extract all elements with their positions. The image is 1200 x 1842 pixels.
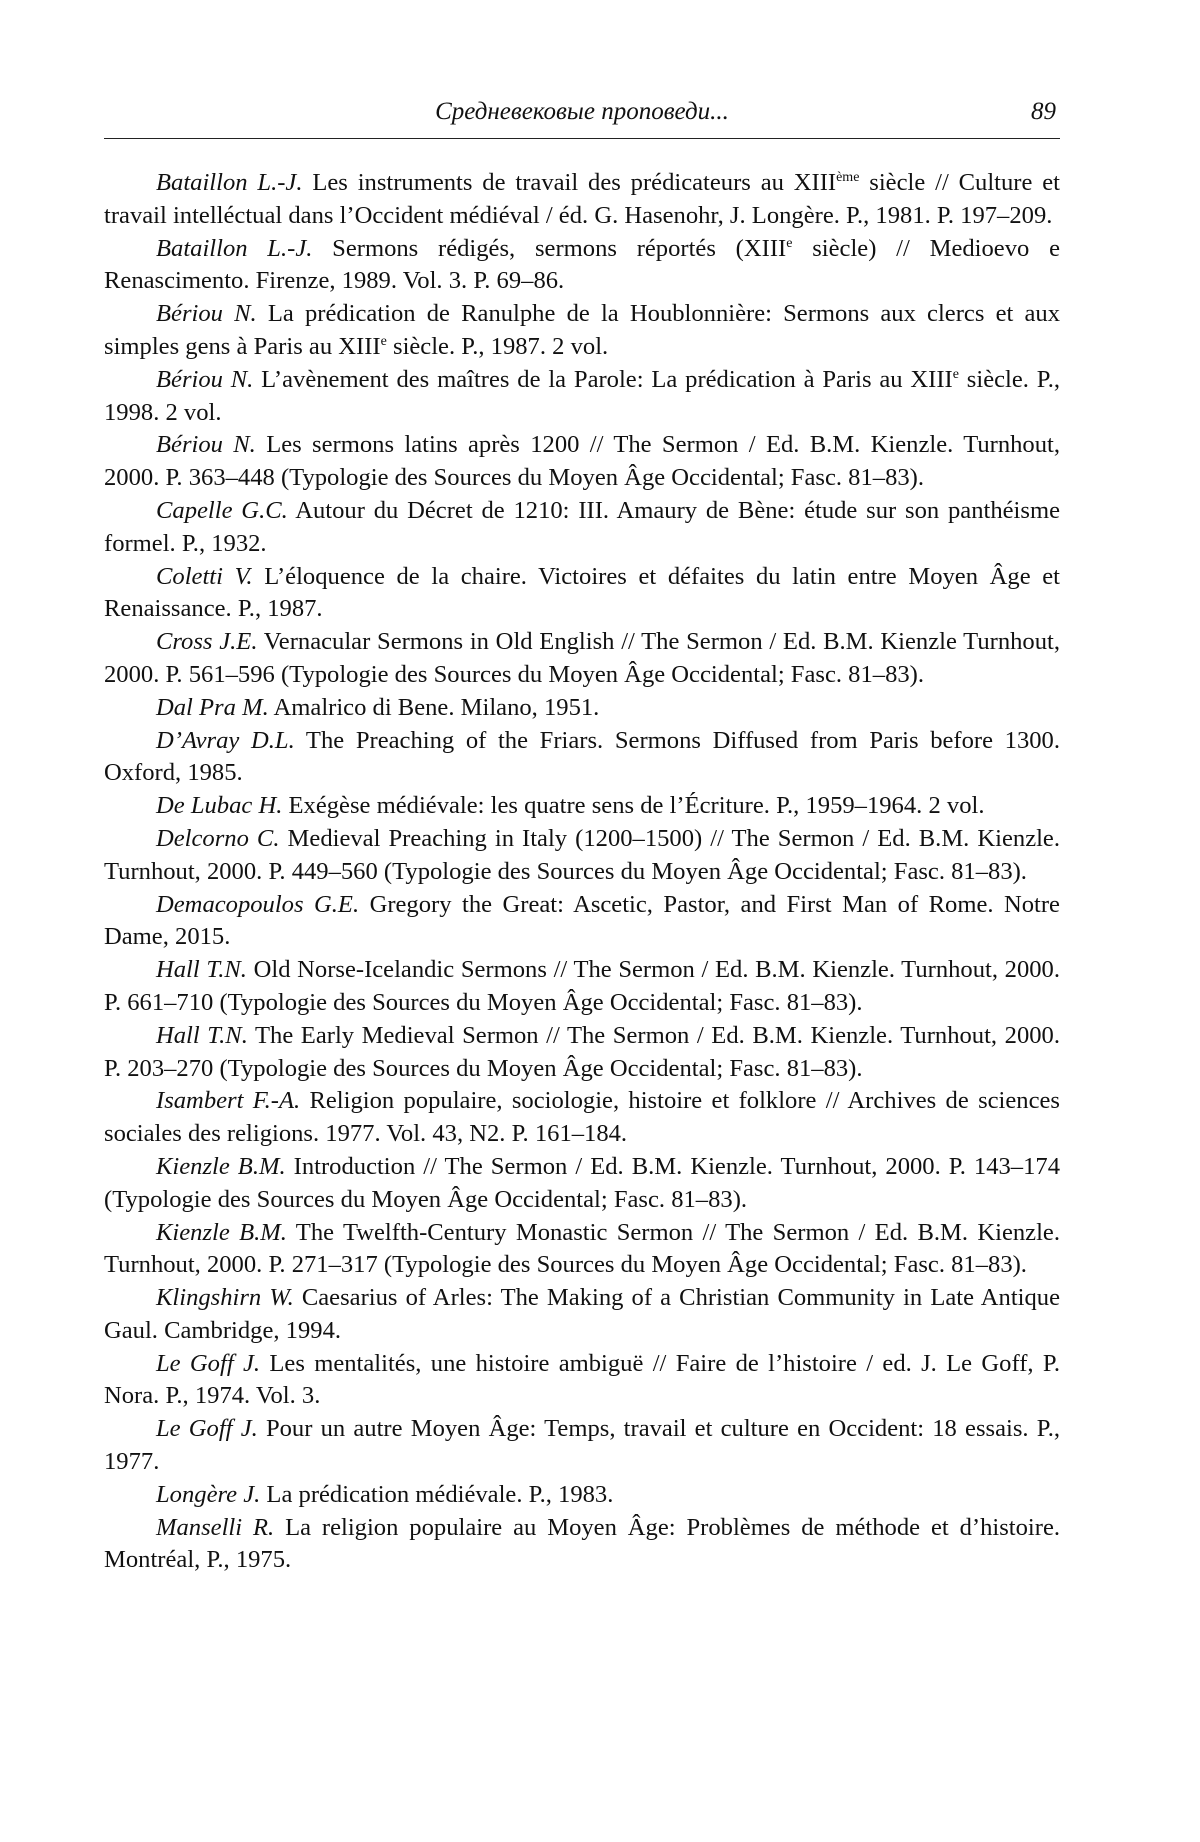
entry-text: The Twelfth-Century Monastic Sermon // The Sermon / Ed. B.M. Kienzle. Turnhout, 2000. P. 271–317 (Typologie des Sources du Moyen Âge Occidental; Fasc. 81–83). <box>104 1218 1060 1279</box>
entry-author: Demacopoulos G.E. <box>156 890 360 918</box>
bibliography-entry <box>104 1151 1060 1217</box>
bibliography-entry <box>104 692 1060 725</box>
entry-text: Les sermons latins après 1200 // The Sermon / Ed. B.M. Kienzle. Turnhout, 2000. P. 363–448 (Typologie des Sources du Moyen Âge Occidental; Fasc. 81–83). <box>104 431 1061 492</box>
entry-text: Introduction // The Sermon / Ed. B.M. Kienzle. Turnhout, 2000. P. 143–174 (Typologie des Sources du Moyen Âge Occidental; Fasc. 81–83). <box>104 1152 1060 1213</box>
bibliography-entry <box>104 1020 1060 1086</box>
bibliography-entry <box>104 1282 1060 1348</box>
bibliography-list <box>104 167 1060 1577</box>
bibliography-entry <box>104 823 1060 889</box>
entry-author: Bataillon L.-J. <box>156 169 303 196</box>
entry-author: Klingshirn W. <box>156 1284 294 1312</box>
entry-text: Pour un autre Moyen Âge: Temps, travail et culture en Occident: 18 essais. P., 1977. <box>104 1415 1061 1476</box>
entry-author: D’Avray D.L. <box>156 726 295 754</box>
entry-author: Le Goff J. <box>156 1349 261 1377</box>
entry-superscript: ème <box>836 170 860 185</box>
bibliography-entry <box>104 1512 1060 1578</box>
entry-author: Hall T.N. <box>156 1021 248 1049</box>
entry-author: Kienzle B.M. <box>156 1152 286 1180</box>
entry-author: Kienzle B.M. <box>156 1218 287 1246</box>
page-number: 89 <box>1031 98 1056 125</box>
entry-text-continued: siècle) // Medioevo e Renascimento. Firenze, 1989. Vol. 3. P. 69–86. <box>104 234 1060 295</box>
entry-text: L’éloquence de la chaire. Victoires et défaites du latin entre Moyen Âge et Renaissance. P., 1987. <box>104 562 1060 623</box>
document-page <box>104 96 1060 1577</box>
entry-text: La prédication de Ranulphe de la Houblonnière: Sermons aux clercs et aux simples gens à Paris au XIII <box>104 300 1060 360</box>
entry-superscript: e <box>380 333 387 349</box>
entry-text: Caesarius of Arles: The Making of a Christian Community in Late Antique Gaul. Cambridge, 1994. <box>104 1284 1060 1344</box>
entry-text: Old Norse-Icelandic Sermons // The Sermon / Ed. B.M. Kienzle. Turnhout, 2000. P. 661–710 (Typologie des Sources du Moyen Âge Occidental; Fasc. 81–83). <box>104 956 1060 1016</box>
entry-text: Religion populaire, sociologie, histoire et folklore // Archives de sciences sociales des religions. 1977. Vol. 43, N2. P. 161–184. <box>104 1087 1061 1148</box>
entry-author: Hall T.N. <box>156 956 247 984</box>
entry-author: Bataillon L.-J. <box>156 234 313 262</box>
entry-author: De Lubac H. <box>156 792 283 820</box>
entry-author: Coletti V. <box>156 562 253 590</box>
bibliography-entry <box>104 790 1060 823</box>
entry-text: La religion populaire au Moyen Âge: Problèmes de méthode et d’histoire. Montréal, P., 1975. <box>104 1513 1061 1574</box>
bibliography-entry <box>104 1348 1060 1414</box>
entry-author: Bériou N. <box>156 431 256 459</box>
entry-text: Vernacular Sermons in Old English // The Sermon / Ed. B.M. Kienzle Turnhout, 2000. P. 561–596 (Typologie des Sources du Moyen Âge Occidental; Fasc. 81–83). <box>104 628 1060 688</box>
entry-author: Cross J.E. <box>156 628 258 656</box>
bibliography-entry <box>104 298 1060 364</box>
bibliography-entry <box>104 1413 1060 1479</box>
entry-text: Sermons rédigés, sermons réportés (XIII <box>312 234 787 262</box>
running-head <box>104 96 1060 139</box>
entry-superscript: e <box>786 235 793 251</box>
entry-author: Le Goff J. <box>156 1415 258 1443</box>
entry-author: Manselli R. <box>156 1513 275 1541</box>
entry-author: Capelle G.C. <box>156 496 288 524</box>
entry-author: Longère J. <box>156 1480 261 1508</box>
bibliography-entry <box>104 889 1060 955</box>
entry-text: Exégèse médiévale: les quatre sens de l’Écriture. P., 1959–1964. 2 vol. <box>282 792 985 820</box>
bibliography-entry <box>104 1217 1060 1283</box>
entry-text: The Early Medieval Sermon // The Sermon / Ed. B.M. Kienzle. Turnhout, 2000. P. 203–270 (Typologie des Sources du Moyen Âge Occidental; Fasc. 81–83). <box>104 1021 1060 1082</box>
entry-author: Isambert F.-A. <box>156 1087 301 1115</box>
entry-author: Bériou N. <box>156 300 257 328</box>
bibliography-entry <box>104 364 1060 430</box>
entry-author: Bériou N. <box>156 365 254 393</box>
entry-author: Delcorno C. <box>156 824 280 852</box>
entry-author: Dal Pra M. <box>156 693 269 721</box>
entry-text-continued: siècle. P., 1987. 2 vol. <box>386 332 609 360</box>
bibliography-entry <box>104 1085 1060 1151</box>
bibliography-entry <box>104 954 1060 1020</box>
entry-text: Les instruments de travail des prédicateurs au XIII <box>302 169 837 196</box>
entry-text: La prédication médiévale. P., 1983. <box>260 1480 614 1508</box>
entry-superscript: e <box>952 366 959 382</box>
entry-text: Autour du Décret de 1210: III. Amaury de Bène: étude sur son panthéisme formel. P., 1932. <box>104 496 1061 557</box>
running-title: Средневековые проповеди... <box>435 98 729 125</box>
entry-text-continued: siècle // Culture et travail intelléctual dans l’Occident médiéval / éd. G. Hasenohr, J. Longère. P., 1981. P. 197–209. <box>104 169 1060 229</box>
bibliography-entry <box>104 725 1060 791</box>
bibliography-entry <box>104 1479 1060 1512</box>
bibliography-entry <box>104 429 1060 495</box>
entry-text: Medieval Preaching in Italy (1200–1500) // The Sermon / Ed. B.M. Kienzle. Turnhout, 2000. P. 449–560 (Typologie des Sources du Moyen Âge Occidental; Fasc. 81–83). <box>104 824 1061 885</box>
bibliography-entry <box>104 167 1060 233</box>
entry-text: Amalrico di Bene. Milano, 1951. <box>268 693 600 721</box>
entry-text: L’avènement des maîtres de la Parole: La prédication à Paris au XIII <box>253 365 953 393</box>
bibliography-entry <box>104 495 1060 561</box>
bibliography-entry <box>104 561 1060 627</box>
bibliography-entry <box>104 233 1060 299</box>
bibliography-entry <box>104 626 1060 692</box>
entry-text: Gregory the Great: Ascetic, Pastor, and First Man of Rome. Notre Dame, 2015. <box>104 890 1060 951</box>
entry-text: Les mentalités, une histoire ambiguë // Faire de l’histoire / ed. J. Le Goff, P. Nora. P., 1974. Vol. 3. <box>104 1349 1060 1410</box>
entry-text-continued: siècle. P., 1998. 2 vol. <box>104 365 1061 426</box>
entry-text: The Preaching of the Friars. Sermons Diffused from Paris before 1300. Oxford, 1985. <box>104 726 1060 787</box>
